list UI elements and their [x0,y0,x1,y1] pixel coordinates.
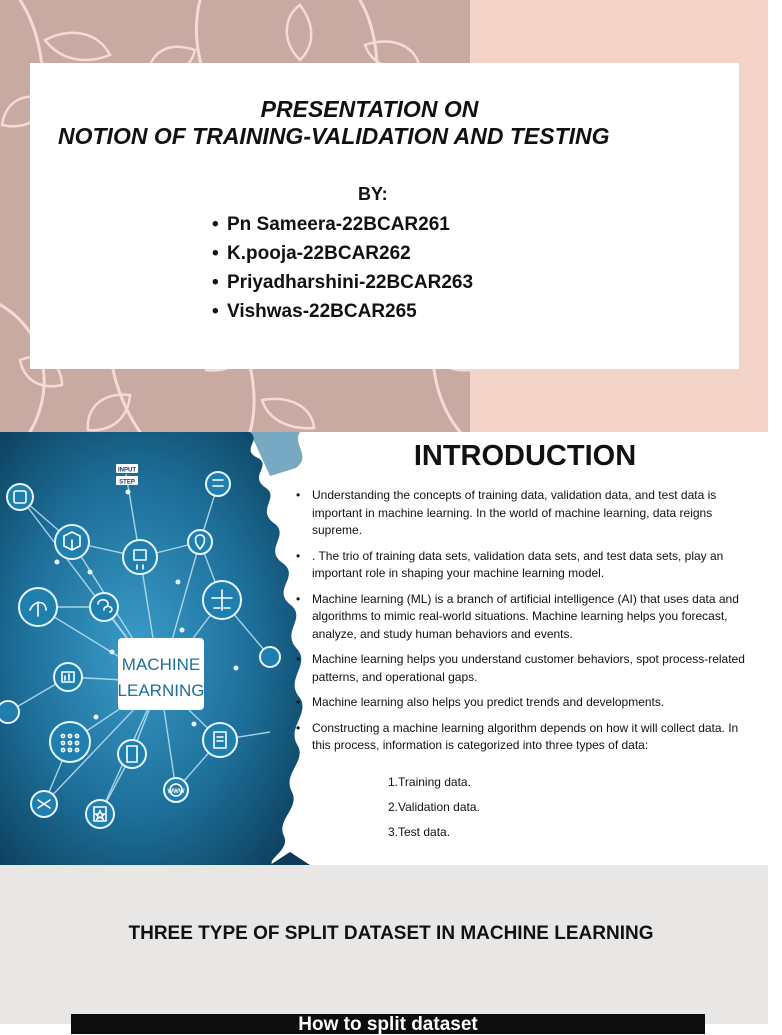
data-type-item: 3.Test data. [388,825,451,839]
author-item [212,239,473,268]
by-label: BY: [358,184,388,204]
how-to-split-bar [71,1014,705,1034]
bullet: • [212,214,219,235]
www-tag: WWW [167,789,185,795]
presentation-title-line1: PRESENTATION ON [260,96,479,122]
label-learning: LEARNING [117,681,205,700]
author-name: Vishwas-22BCAR265 [227,301,417,322]
author-name: Priyadharshini-22BCAR263 [227,272,474,293]
title-slide [0,0,768,432]
how-to-split-label: How to split dataset [298,1014,478,1035]
introduction-bullets [296,487,756,763]
bullet: • [212,301,219,322]
step-tag: STEP [119,479,135,486]
author-item [212,297,473,326]
intro-bullet: • Understanding the concepts of training data, validation data, and test data is important in machine learning. In the world of machine learning, data reigns supreme. [296,487,756,540]
split-dataset-slide [0,865,768,1035]
bullet: • [212,272,219,293]
data-type-item: 2.Validation data. [388,800,480,814]
intro-bullet: • . The trio of training data sets, validation data sets, and test data sets, play an important role in shaping your machine learning model. [296,548,756,583]
presentation-title-line2: NOTION OF TRAINING-VALIDATION AND TESTING [58,123,610,149]
data-types-list [388,774,480,849]
author-name: K.pooja-22BCAR262 [227,243,411,264]
label-machine: MACHINE [121,655,201,674]
bullet: • [212,243,219,264]
intro-bullet: • Machine learning also helps you predict trends and developments. [296,694,756,712]
split-dataset-title: THREE TYPE OF SPLIT DATASET IN MACHINE LEARNING [128,923,654,944]
author-name: Pn Sameera-22BCAR261 [227,214,450,235]
author-item [212,210,473,239]
intro-bullet: • Machine learning (ML) is a branch of artificial intelligence (AI) that uses data and algorithms to mimic real-world situations. Machine learning helps you forecast, analyze, and study human behaviors and events. [296,591,756,644]
author-item [212,268,473,297]
machine-learning-illustration [0,432,310,865]
data-type-item: 1.Training data. [388,775,471,789]
introduction-title: INTRODUCTION [413,440,637,472]
author-list [212,210,473,326]
intro-bullet: • Constructing a machine learning algorithm depends on how it will collect data. In this process, information is categorized into three types of data: [296,720,756,755]
intro-bullet: • Machine learning helps you understand customer behaviors, spot process-related patterns, and operational gaps. [296,651,756,686]
input-tag: INPUT [118,467,136,474]
introduction-slide [0,432,768,865]
